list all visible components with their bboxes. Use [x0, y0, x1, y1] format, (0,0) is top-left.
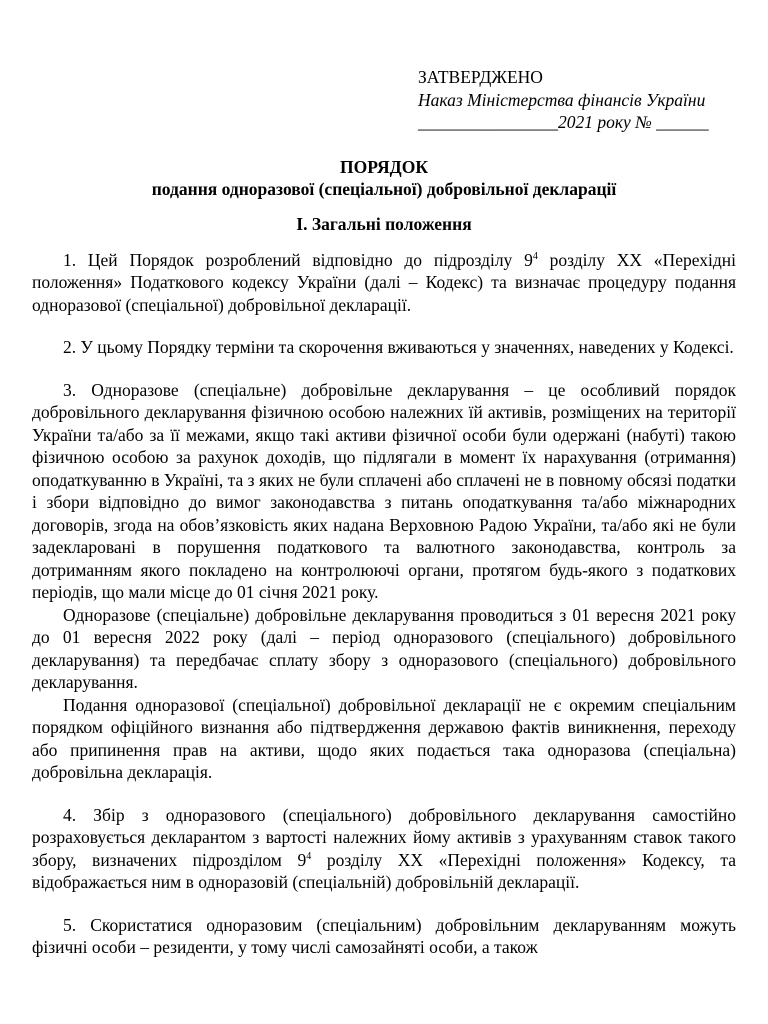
paragraph-5: 5. Скористатися одноразовим (спеціальним) добровільним декларуванням можуть фізичні особи – резиденти, у тому числі самозайняті особи, а також	[32, 914, 736, 957]
paragraph-1-end: розділу ХХ «Перехідні положення» Податкового кодексу України (далі – Кодекс) та визначає процедуру подання одноразової (спеціальної) добровільної декларації.	[32, 249, 736, 315]
section-heading: І. Загальні положення	[296, 213, 472, 234]
paragraph-4-superscript: 4	[306, 850, 312, 862]
paragraph-4-end: розділу ХХ «Перехідні положення» Кодексу, та відображається ним в одноразовій (спеціальній) добровільній декларації.	[32, 849, 737, 892]
document-subtitle: подання одноразової (спеціальної) добровільної декларації	[151, 178, 617, 199]
paragraph-4-start: 4. Збір з одноразового (спеціального) добровільного декларування самостійно розраховується декларантом з вартості належних йому активів з урахуванням ставок такого збору, визначених підрозділом 9	[32, 804, 736, 870]
approval-block	[418, 66, 736, 134]
approval-order-line: Наказ Міністерства фінансів України	[418, 89, 706, 110]
paragraph-3-continuation-2: Подання одноразової (спеціальної) добровільної декларації не є окремим спеціальним порядком офіційного визнання або підтвердження державою фактів виникнення, переходу або припинення прав на активи, щодо яких подається така одноразова (спеціальна) добровільна декларація.	[32, 694, 736, 782]
paragraph-1-start: 1. Цей Порядок розроблений відповідно до підрозділу 9	[63, 249, 533, 270]
document-title: ПОРЯДОК	[339, 156, 429, 177]
approval-date-number-line: ________________2021 року № ______	[418, 112, 709, 132]
paragraph-2: 2. У цьому Порядку терміни та скорочення вживаються у значеннях, наведених у Кодексі.	[63, 337, 734, 357]
paragraph-1-superscript: 4	[532, 250, 538, 262]
paragraph-1	[32, 249, 736, 317]
paragraph-3: 3. Одноразове (спеціальне) добровільне декларування – це особливий порядок добровільного декларування фізичною особою належних їй активів, розміщених на території України та/або за її межами, якщо такі активи фізичної особи були одержані (набуті) такою фізичною особою за рахунок доходів, що підлягали в момент їх нарахування (отримання) оподаткуванню в Україні, та з яких не були сплачені або сплачені не в повному обсязі податки і збори відповідно до вимог законодавства з питань оподаткування та/або міжнародних договорів, згода на обов’язковість яких надана Верховною Радою України, та/або які не були задекларовані в порушення податкового та валютного законодавства, контроль за дотриманням якого покладено на контролюючі органи, протягом будь-якого з податкових періодів, що мали місце до 01 січня 2021 року.	[32, 379, 736, 602]
paragraph-4	[32, 804, 736, 894]
paragraph-3-continuation-1: Одноразове (спеціальне) добровільне декларування проводиться з 01 вересня 2021 року до 01 вересня 2022 року (далі – період одноразового (спеціального) добровільного декларування) та передбачає сплату збору з одноразового (спеціального) добровільного декларування.	[32, 604, 736, 692]
approval-heading: ЗАТВЕРДЖЕНО	[418, 67, 543, 87]
